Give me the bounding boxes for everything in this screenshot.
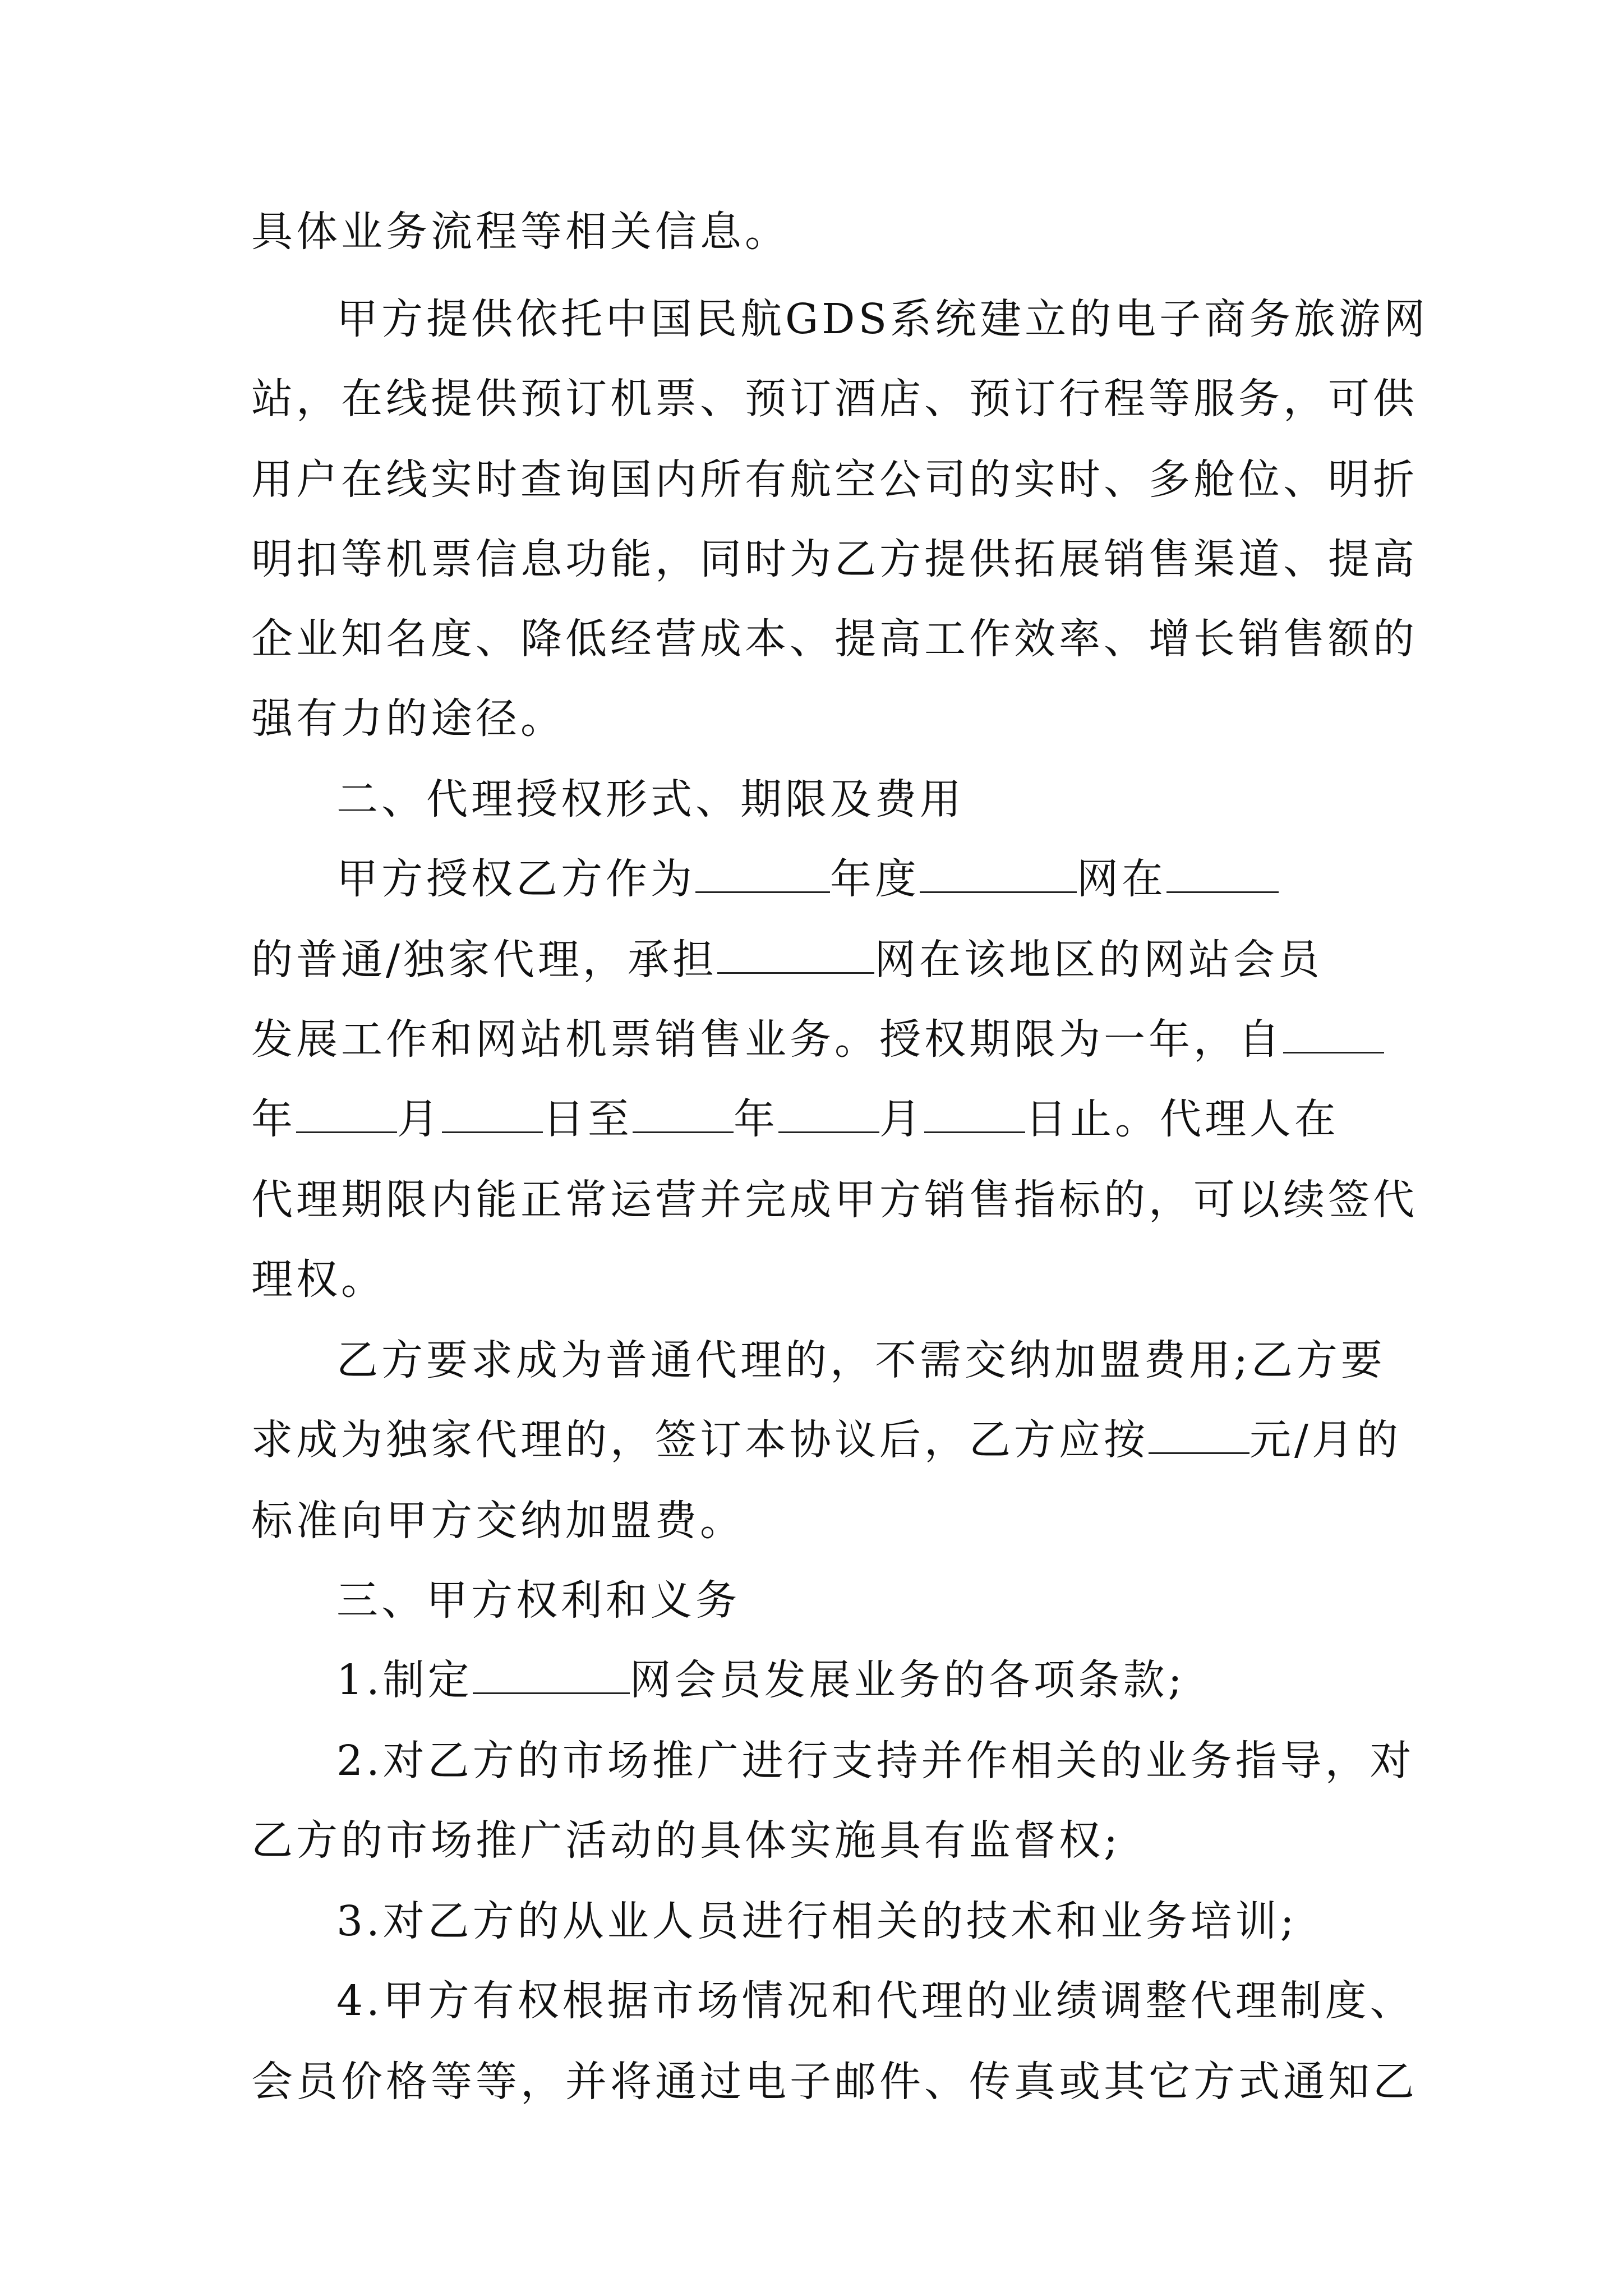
text-run: 甲方授权乙方作为 [336, 855, 695, 903]
text-run: 月 [397, 1095, 442, 1143]
text-run: 的普通/独家代理，承担 [251, 936, 717, 984]
section-heading: 三、甲方权利和义务 [336, 1576, 740, 1625]
paragraph-line: 明扣等机票信息功能，同时为乙方提供拓展销售渠道、提高 [251, 535, 1418, 583]
paragraph-line [251, 1077, 1395, 1161]
text-run: 发展工作和网站机票销售业务。授权期限为一年，自 [251, 1015, 1283, 1064]
paragraph-line: 强有力的途径。 [251, 694, 565, 743]
paragraph-line [251, 1398, 1401, 1482]
text-run: 年度 [830, 855, 920, 903]
text-run: 日止。代理人在 [1025, 1095, 1339, 1143]
list-item [336, 1638, 1395, 1722]
blank-field[interactable] [296, 1097, 397, 1133]
paragraph-line: 会员价格等等，并将通过电子邮件、传真或其它方式通知乙 [251, 2058, 1418, 2106]
paragraph-line: 乙方的市场推广活动的具体实施具有监督权; [251, 1816, 1121, 1865]
blank-field[interactable] [633, 1097, 734, 1133]
blank-field[interactable] [442, 1097, 543, 1133]
blank-field[interactable] [778, 1097, 879, 1133]
blank-field[interactable] [1283, 1017, 1384, 1053]
paragraph-line: 具体业务流程等相关信息。 [251, 208, 790, 256]
blank-field[interactable] [924, 1097, 1025, 1133]
blank-field[interactable] [717, 937, 874, 974]
paragraph-line: 标准向甲方交纳加盟费。 [251, 1497, 745, 1545]
blank-field[interactable] [473, 1658, 630, 1694]
blank-field[interactable] [920, 857, 1077, 893]
text-run: 年 [734, 1095, 778, 1143]
text-run: 年 [251, 1095, 296, 1143]
list-item: 2.对乙方的市场推广进行支持并作相关的业务指导，对 [336, 1737, 1415, 1785]
paragraph-line [336, 837, 1395, 921]
list-item: 4.甲方有权根据市场情况和代理的业绩调整代理制度、 [336, 1977, 1415, 2025]
list-item: 3.对乙方的从业人员进行相关的技术和业务培训; [336, 1897, 1298, 1945]
paragraph-line: 代理期限内能正常运营并完成甲方销售指标的，可以续签代 [251, 1176, 1418, 1224]
text-run: 1.制定 [336, 1656, 473, 1704]
text-run: 网在 [1077, 855, 1166, 903]
paragraph-line: 用户在线实时查询国内所有航空公司的实时、多舱位、明折 [251, 455, 1418, 504]
paragraph-line [251, 918, 1395, 1002]
blank-field[interactable] [1149, 1418, 1249, 1454]
text-run: 求成为独家代理的，签订本协议后，乙方应按 [251, 1416, 1149, 1464]
paragraph-line [251, 997, 1395, 1082]
section-heading: 二、代理授权形式、期限及费用 [336, 775, 965, 823]
blank-field[interactable] [1166, 857, 1279, 893]
text-run: 网在该地区的网站会员 [874, 936, 1323, 984]
paragraph-line: 乙方要求成为普通代理的，不需交纳加盟费用;乙方要 [336, 1336, 1386, 1384]
paragraph-line: 理权。 [251, 1255, 386, 1304]
text-run: 网会员发展业务的各项条款; [629, 1656, 1186, 1704]
text-run: 月 [879, 1095, 924, 1143]
paragraph-line: 站，在线提供预订机票、预订酒店、预订行程等服务，可供 [251, 375, 1418, 423]
blank-field[interactable] [695, 857, 830, 893]
paragraph-line: 企业知名度、降低经营成本、提高工作效率、增长销售额的 [251, 615, 1418, 663]
text-run: 日至 [543, 1095, 633, 1143]
text-run: 元/月的 [1249, 1416, 1401, 1464]
paragraph-line: 甲方提供依托中国民航GDS系统建立的电子商务旅游网 [336, 295, 1429, 343]
